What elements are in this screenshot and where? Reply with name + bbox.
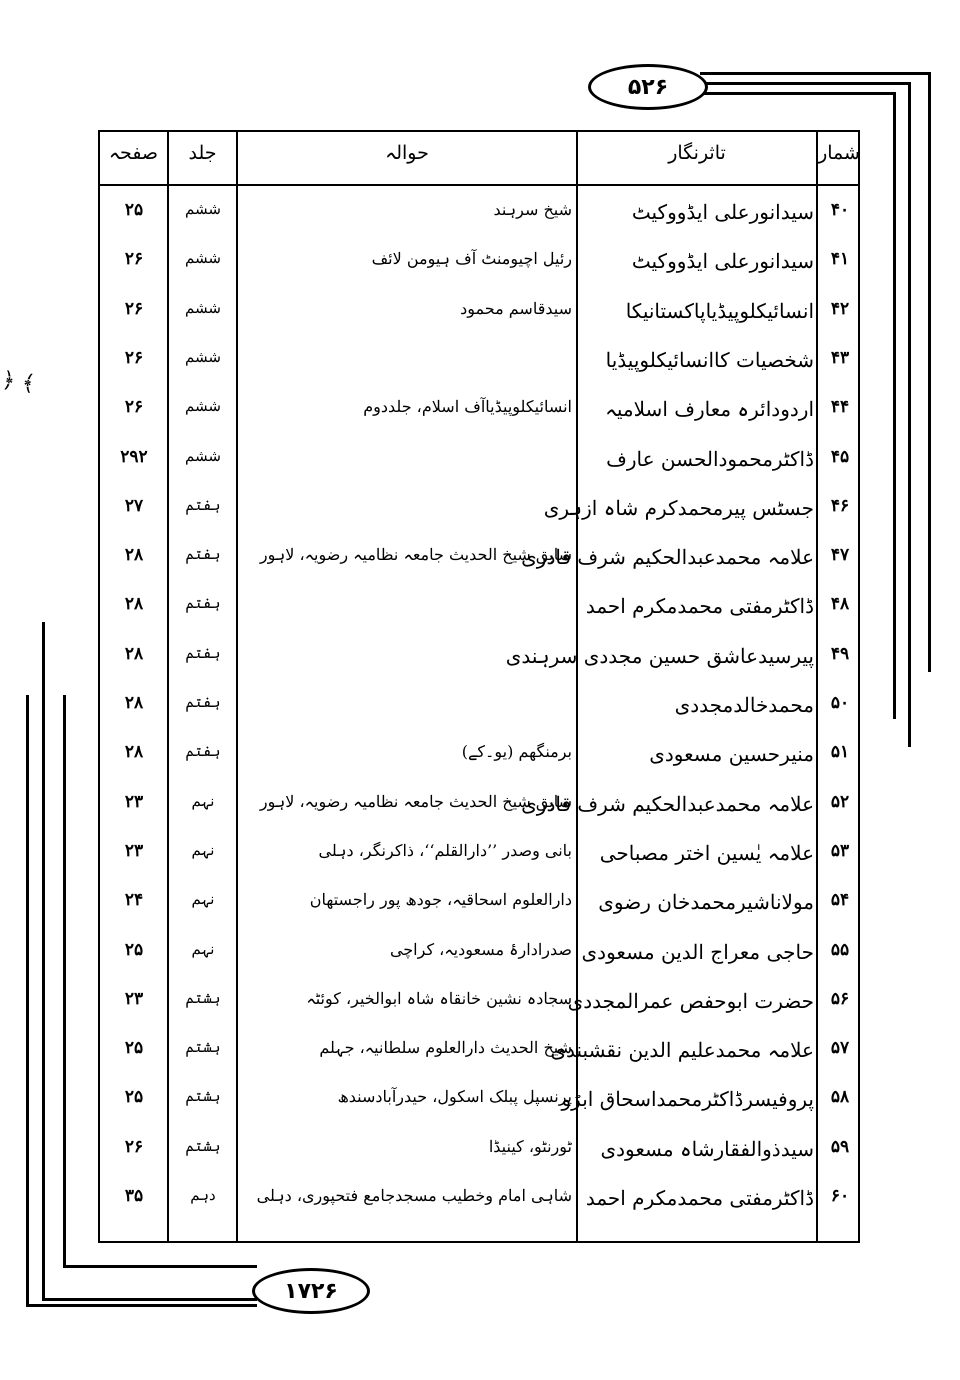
cell-page: ۲۴ — [124, 890, 144, 911]
cell-serial: ۵۷ — [830, 1038, 850, 1059]
cell-reference: انسائیکلوپیڈیاآف اسلام، جلددوم — [363, 397, 572, 417]
cell-reference: دارالعلوم اسحاقیہ، جودھ پور راجستھان — [309, 890, 572, 910]
cell-page: ۲۵ — [124, 200, 144, 220]
cell-serial: ۴۵ — [830, 446, 850, 467]
cell-name: انسائیکلوپیڈیاپاکستانیکا — [625, 298, 814, 323]
header-reference: حوالہ — [385, 142, 429, 164]
reference-table — [98, 130, 860, 1243]
cell-volume: دہم — [190, 1186, 216, 1204]
cell-serial: ۴۸ — [830, 594, 850, 615]
cell-reference: صدرادارۂ مسعودیہ، کراچی — [389, 939, 572, 959]
frame-line — [908, 82, 911, 747]
table-row — [100, 841, 858, 871]
header-divider — [100, 184, 858, 186]
cell-volume: ششم — [185, 200, 221, 218]
cell-page: ۲۶ — [124, 1136, 144, 1157]
cell-name: ڈاکٹرمفتی محمدمکرم احمد — [585, 1186, 814, 1210]
bottom-page-number — [252, 1268, 370, 1314]
cell-serial: ۵۹ — [830, 1136, 850, 1157]
frame-line — [893, 92, 896, 719]
frame-line — [928, 72, 931, 672]
cell-serial: ۴۹ — [830, 643, 850, 664]
cell-serial: ۴۷ — [830, 545, 850, 566]
cell-serial: ۴۲ — [830, 298, 850, 319]
cell-name: علامہ محمدعلیم الدین نقشبندی — [550, 1038, 814, 1063]
table-row — [100, 447, 858, 477]
frame-line — [63, 695, 66, 1267]
cell-reference: بانی وصدر ’’دارالقلم‘‘، ذاکرنگر، دہلی — [318, 840, 572, 860]
cell-page: ۲۶ — [124, 397, 144, 418]
cell-name: حاجی معراج الدین مسعودی — [581, 939, 814, 964]
cell-volume: ہشتم — [185, 1087, 221, 1106]
frame-line — [26, 695, 29, 1305]
cell-serial: ۵۲ — [830, 791, 850, 812]
cell-name: ڈاکٹرمحمودالحسن عارف — [606, 446, 814, 471]
cell-name: ڈاکٹرمفتی محمدمکرم احمد — [585, 594, 814, 619]
cell-reference: رئیل اچیومنٹ آف ہیومن لائف — [371, 249, 572, 269]
cell-volume: نہم — [191, 890, 215, 909]
cell-reference: شاہی امام وخطیب مسجدجامع فتحپوری، دہلی — [256, 1186, 572, 1205]
table-row — [100, 1186, 858, 1216]
cell-name: سیدذوالفقارشاہ مسعودی — [600, 1136, 814, 1161]
frame-line — [700, 92, 895, 95]
frame-line — [26, 1304, 257, 1307]
cell-name: منیرحسین مسعودی — [649, 742, 814, 767]
cell-page: ۲۸ — [124, 545, 144, 566]
cell-reference: سیدقاسم محمود — [460, 298, 572, 318]
frame-line — [42, 622, 45, 1300]
cell-reference: سجادہ نشین خانقاہ شاہ ابوالخیر، کوئٹہ — [306, 988, 572, 1008]
cell-page: ۲۶ — [124, 347, 144, 368]
table-row — [100, 348, 858, 378]
cell-name: شخصیات کاانسائیکلوپیڈیا — [605, 347, 814, 372]
cell-reference: سابق شیخ الحدیث جامعہ نظامیہ رضویہ، لاہور — [259, 791, 572, 811]
table-row — [100, 545, 858, 575]
header-serial: شمار — [818, 142, 860, 164]
top-page-number — [588, 64, 708, 110]
cell-serial: ۴۰ — [830, 200, 850, 220]
cell-serial: ۵۳ — [830, 840, 850, 861]
table-row — [100, 594, 858, 624]
cell-volume: ششم — [185, 298, 221, 317]
cell-serial: ۵۱ — [830, 742, 850, 763]
table-row — [100, 742, 858, 772]
cell-name: علامہ یٰسین اختر مصباحی — [599, 840, 814, 865]
cell-reference: برمنگھم (یو۔کے) — [461, 742, 572, 762]
frame-line — [42, 1298, 257, 1301]
cell-serial: ۶۰ — [830, 1186, 850, 1206]
cell-page: ۲۷ — [124, 495, 144, 516]
cell-page: ۲۵ — [124, 1087, 144, 1108]
cell-name: محمدخالدمجددی — [674, 693, 814, 717]
cell-volume: ہفتم — [185, 545, 221, 564]
cell-page: ۲۳ — [124, 988, 144, 1009]
cell-name: سیدانورعلی ایڈووکیٹ — [631, 200, 814, 224]
cell-page: ۲۳ — [124, 791, 144, 812]
table-row — [100, 1137, 858, 1167]
cell-volume: ہفتم — [185, 643, 221, 662]
cell-reference: شیخ الحدیث دارالعلوم سلطانیہ، جہلم — [319, 1038, 572, 1058]
cell-volume: ہشتم — [185, 988, 221, 1007]
cell-name: پروفیسرڈاکٹرمحمداسحاق ابڑو — [561, 1087, 814, 1112]
cell-serial: ۵۵ — [830, 939, 850, 960]
cell-page: ۲۵ — [124, 1038, 144, 1059]
cell-reference: سابق شیخ الحدیث جامعہ نظامیہ رضویہ، لاہور — [259, 545, 572, 565]
frame-line — [63, 1265, 257, 1268]
cell-page: ۲۸ — [124, 643, 144, 664]
table-row — [100, 792, 858, 822]
cell-name: حضرت ابوحفص عمرالمجددی — [567, 988, 814, 1013]
cell-page: ۳۵ — [124, 1186, 144, 1206]
header-volume: جلد — [188, 142, 217, 164]
cell-volume: ہشتم — [185, 1136, 221, 1155]
cell-volume: ہشتم — [185, 1038, 221, 1057]
frame-line — [700, 72, 930, 75]
cell-name: مولاناشیرمحمدخان رضوی — [598, 890, 814, 915]
cell-page: ۲۹۲ — [120, 446, 148, 467]
bottom-page-number-text: ۱۷۲۶ — [284, 1278, 338, 1304]
cell-name: جسٹس پیرمحمدکرم شاہ ازہری — [543, 495, 814, 520]
cell-name: علامہ محمدعبدالحکیم شرف قادری — [521, 545, 814, 570]
cell-page: ۲۶ — [124, 249, 144, 270]
cell-serial: ۴۶ — [830, 495, 850, 516]
cell-volume: ششم — [185, 249, 221, 268]
cell-reference: شیخ سرہند — [493, 200, 572, 219]
cell-page: ۲۸ — [124, 594, 144, 615]
cell-volume: نہم — [191, 939, 215, 958]
table-row — [100, 397, 858, 427]
cell-reference: پرنسپل پبلک اسکول، حیدرآبادسندھ — [337, 1087, 572, 1107]
cell-page: ۲۸ — [124, 742, 144, 763]
cell-volume: ہفتم — [185, 594, 221, 613]
top-page-number-text: ۵۲۶ — [627, 74, 669, 100]
cell-serial: ۵۴ — [830, 890, 850, 911]
cell-page: ۲۳ — [124, 840, 144, 861]
cell-volume: ہفتم — [185, 742, 221, 761]
cell-volume: نہم — [191, 791, 215, 810]
table-row — [100, 299, 858, 329]
cell-serial: ۴۳ — [830, 347, 850, 368]
cell-page: ۲۵ — [124, 939, 144, 960]
table-row — [100, 940, 858, 970]
cell-name: پیرسیدعاشق حسین مجددی سرہندی — [505, 643, 814, 668]
cell-serial: ۴۴ — [830, 397, 850, 418]
cell-volume: ششم — [185, 347, 221, 366]
cell-serial: ۵۶ — [830, 988, 850, 1009]
cell-page: ۲۸ — [124, 693, 144, 713]
table-row — [100, 644, 858, 674]
cell-name: سیدانورعلی ایڈووکیٹ — [631, 249, 814, 274]
cell-volume: ششم — [185, 446, 221, 465]
table-row — [100, 249, 858, 279]
header-page: صفحہ — [108, 142, 159, 164]
table-row — [100, 989, 858, 1019]
cell-name: اردودائرہ معارف اسلامیہ — [605, 397, 814, 422]
cell-reference: ٹورنٹو، کینیڈا — [488, 1136, 572, 1156]
header-name: تاثرنگار — [668, 142, 726, 164]
cell-serial: ۴۱ — [830, 249, 850, 270]
table-row — [100, 890, 858, 920]
table-row — [100, 693, 858, 723]
frame-line — [700, 82, 910, 85]
margin-note: ﴿ ﴾ — [0, 367, 37, 398]
cell-volume: ہفتم — [185, 693, 221, 711]
cell-page: ۲۶ — [124, 298, 144, 319]
cell-name: علامہ محمدعبدالحکیم شرف قادری — [521, 791, 814, 816]
table-row — [100, 496, 858, 526]
cell-serial: ۵۰ — [830, 693, 850, 713]
table-row — [100, 1087, 858, 1117]
cell-volume: ششم — [185, 397, 221, 416]
cell-volume: نہم — [191, 840, 215, 859]
cell-volume: ہفتم — [185, 495, 221, 514]
table-row — [100, 1038, 858, 1068]
table-row — [100, 200, 858, 230]
cell-serial: ۵۸ — [830, 1087, 850, 1108]
